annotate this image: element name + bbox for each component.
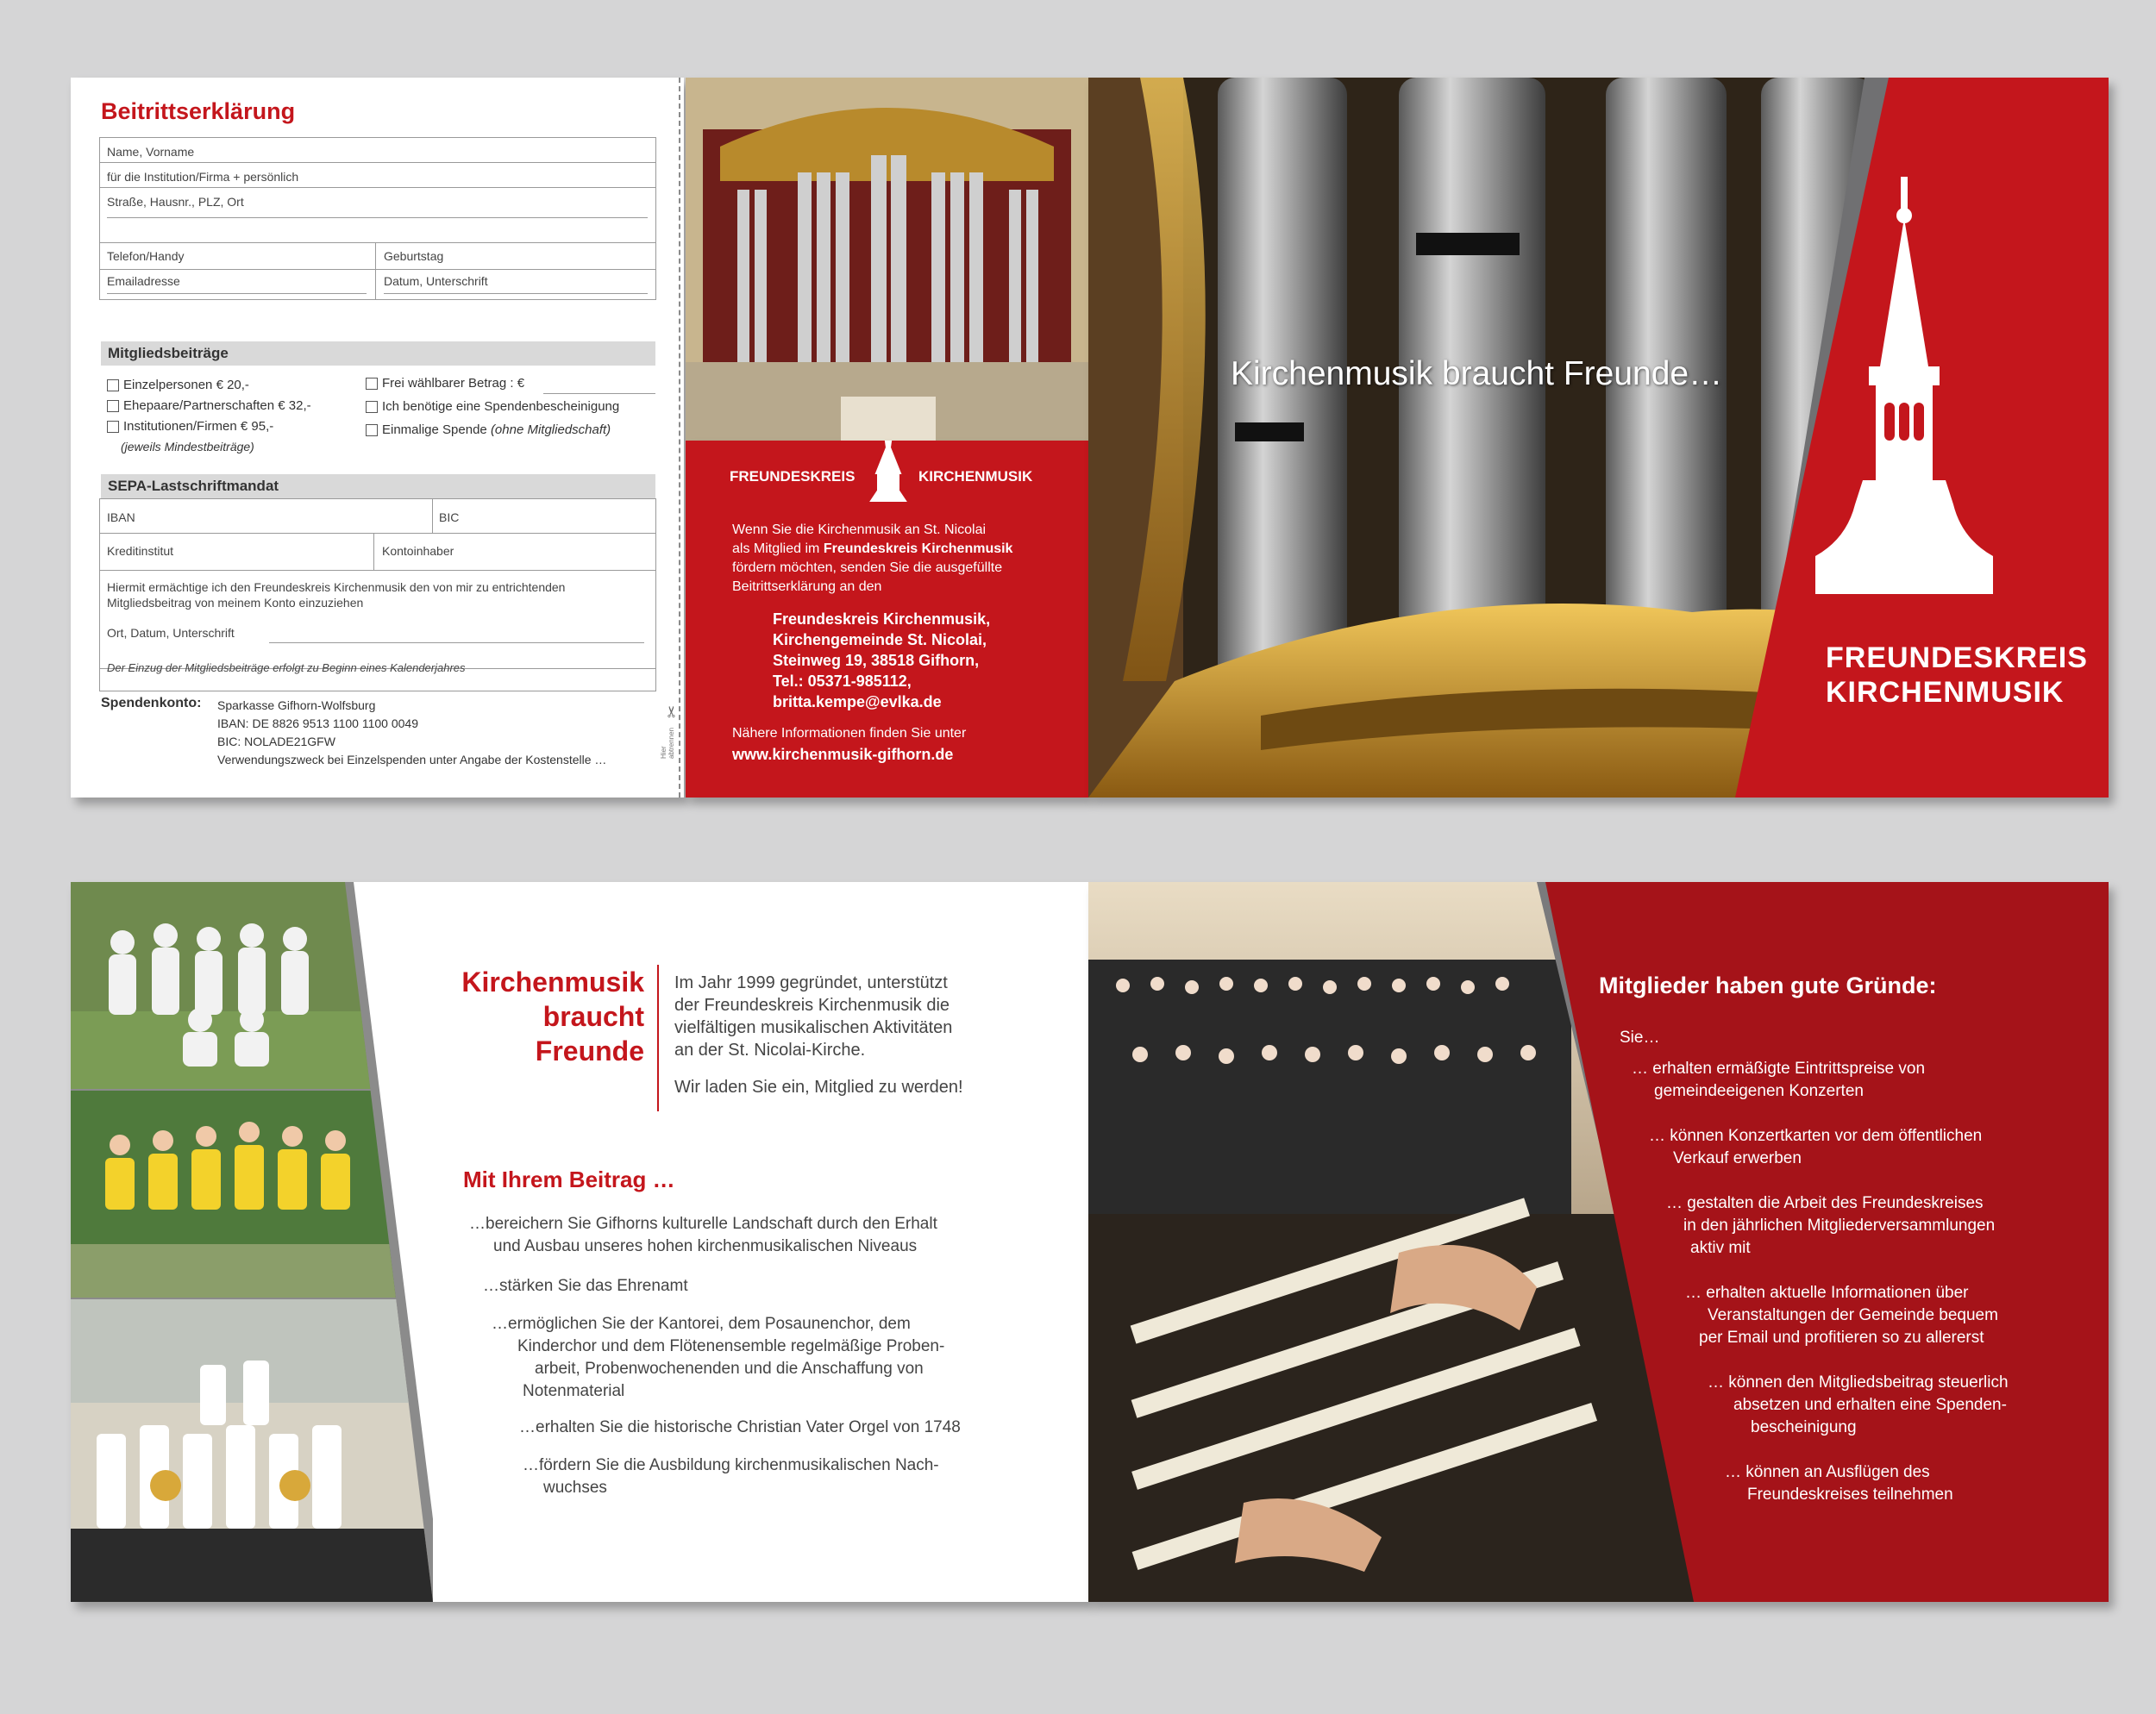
intro-paragraph: Im Jahr 1999 gegründet, unterstützt der Freundeskreis Kirchenmusik die vielfältigen musikalischen Aktivitäten an der St. Nicolai-Kirche. Wir laden Sie ein, Mitglied zu werden!: [674, 973, 963, 1097]
intro-text: Wenn Sie die Kirchenmusik an St. Nicolai als Mitglied im Freundeskreis Kirchenmusik fördern möchten, senden Sie die ausgefüllte Beitrittserklärung an den: [732, 522, 1013, 594]
heading-divider: [657, 965, 659, 1111]
reason-item-2: … können Konzertkarten vor dem öffentlichen Verkauf erwerben: [1649, 1127, 1983, 1167]
contribution-item-5: …fördern Sie die Ausbildung kirchenmusikalischen Nach- wuchses: [523, 1456, 939, 1497]
brand-line-2: KIRCHENMUSIK: [1826, 676, 2065, 709]
group-photos: [71, 882, 433, 1602]
contact-panel: [686, 441, 1088, 798]
receipt-checkbox[interactable]: Ich benötige eine Spendenbescheinigung: [366, 399, 619, 414]
donation-purpose: Verwendungszweck bei Einzelspenden unter Angabe der Kostenstelle …: [217, 753, 607, 766]
fee-institution-checkbox[interactable]: Institutionen/Firmen € 95,-: [107, 419, 273, 434]
reasons-lead: Sie…: [1620, 1029, 1660, 1047]
form-title: Beitrittserklärung: [101, 98, 296, 124]
place-date-signature-field[interactable]: Ort, Datum, Unterschrift: [107, 626, 235, 640]
fee-single-checkbox[interactable]: Einzelpersonen € 20,-: [107, 378, 249, 392]
contribution-item-3: …ermöglichen Sie der Kantorei, dem Posaunenchor, dem Kinderchor und dem Flötenensemble regelmäßige Proben- arbeit, Probenwochenenden und die Anschaffung von Notenmaterial: [492, 1315, 945, 1400]
reasons-heading: Mitglieder haben gute Gründe:: [1599, 973, 1937, 998]
donation-bank: Sparkasse Gifhorn-Wolfsburg: [217, 698, 376, 712]
church-tower-logo-icon: [1815, 177, 1993, 594]
institution-field[interactable]: für die Institution/Firma + persönlich: [107, 170, 299, 184]
birthday-field[interactable]: Geburtstag: [384, 249, 444, 263]
website-link[interactable]: www.kirchenmusik-gifhorn.de: [732, 746, 954, 763]
reason-item-6: … können an Ausflügen des Freundeskreises teilnehmen: [1725, 1463, 1953, 1504]
membership-form-panel: [71, 78, 684, 798]
inside-left-panel: [71, 882, 1088, 1602]
contribution-item-4: …erhalten Sie die historische Christian Vater Orgel von 1748: [519, 1418, 961, 1436]
sepa-authorization-text: Hiermit ermächtige ich den Freundeskreis Kirchenmusik den von mir zu entrichtenden Mitgliedsbeitrag von meinem Konto einzuziehen: [107, 580, 566, 610]
sepa-heading: SEPA-Lastschriftmandat: [101, 474, 655, 498]
contribution-item-2: …stärken Sie das Ehrenamt: [483, 1277, 688, 1295]
date-signature-field[interactable]: Datum, Unterschrift: [384, 274, 488, 288]
one-time-donation-checkbox[interactable]: Einmalige Spende (ohne Mitgliedschaft): [366, 422, 611, 437]
contribution-heading: Mit Ihrem Beitrag …: [463, 1167, 675, 1192]
logo-text-right: KIRCHENMUSIK: [918, 468, 1033, 485]
email-field[interactable]: Emailadresse: [107, 274, 180, 288]
name-field[interactable]: Name, Vorname: [107, 145, 195, 159]
fee-couple-checkbox[interactable]: Ehepaare/Partnerschaften € 32,-: [107, 398, 311, 413]
more-info-text: Nähere Informationen finden Sie unter: [732, 726, 967, 741]
organ-photo: [686, 78, 1088, 441]
donation-bic: BIC: NOLADE21GFW: [217, 735, 335, 748]
contact-address: Freundeskreis Kirchenmusik, Kirchengemeinde St. Nicolai, Steinweg 19, 38518 Gifhorn, Tel.: 05371-985112, britta.kempe@evlka.de: [773, 610, 991, 710]
inside-right-panel: [1088, 882, 2109, 1602]
cut-line: [679, 78, 680, 798]
reason-item-1: … erhalten ermäßigte Eintrittspreise von gemeindeeigenen Konzerten: [1632, 1060, 1926, 1100]
reason-item-5: … können den Mitgliedsbeitrag steuerlich absetzen und erhalten eine Spenden- bescheinigung: [1708, 1373, 2009, 1436]
fee-minimum-note: (jeweils Mindestbeiträge): [121, 440, 254, 454]
bank-field[interactable]: Kreditinstitut: [107, 544, 174, 558]
sepa-note: Der Einzug der Mitgliedsbeiträge erfolgt zu Beginn eines Kalenderjahres: [107, 661, 466, 674]
donation-label: Spendenkonto:: [101, 696, 202, 710]
contact-email-link[interactable]: britta.kempe@evlka.de: [773, 693, 942, 710]
cover-slogan: Kirchenmusik braucht Freunde…: [1231, 355, 1723, 392]
logo-text-left: FREUNDESKREIS: [730, 468, 856, 485]
street-field[interactable]: Straße, Hausnr., PLZ, Ort: [107, 195, 244, 209]
contribution-item-1: …bereichern Sie Gifhorns kulturelle Landschaft durch den Erhalt und Ausbau unseres hohen kirchenmusikalischen Niveaus: [469, 1215, 937, 1255]
reason-item-4: … erhalten aktuelle Informationen über Veranstaltungen der Gemeinde bequem per Email und profitieren so zu allererst: [1685, 1284, 1998, 1347]
reason-item-3: … gestalten die Arbeit des Freundeskreises in den jährlichen Mitgliederversammlungen aktiv mit: [1666, 1194, 1996, 1257]
account-holder-field[interactable]: Kontoinhaber: [382, 544, 454, 558]
organ-illustration: [686, 78, 1088, 441]
scissors-icon: ✂: [663, 704, 681, 719]
cut-label: Hier abtrennen: [660, 727, 675, 759]
donation-iban: IBAN: DE 8826 9513 1100 1100 0049: [217, 716, 418, 730]
brand-line-1: FREUNDESKREIS: [1826, 641, 2088, 674]
inside-heading: Kirchenmusik braucht Freunde: [461, 966, 644, 1067]
phone-field[interactable]: Telefon/Handy: [107, 249, 185, 263]
cover-panel: [1088, 78, 2109, 798]
iban-field[interactable]: IBAN: [107, 510, 135, 524]
bic-field[interactable]: BIC: [439, 510, 460, 524]
church-tower-icon: [864, 441, 912, 506]
fee-free-amount-checkbox[interactable]: Frei wählbarer Betrag : €: [366, 376, 524, 391]
fees-heading: Mitgliedsbeiträge: [101, 341, 655, 366]
